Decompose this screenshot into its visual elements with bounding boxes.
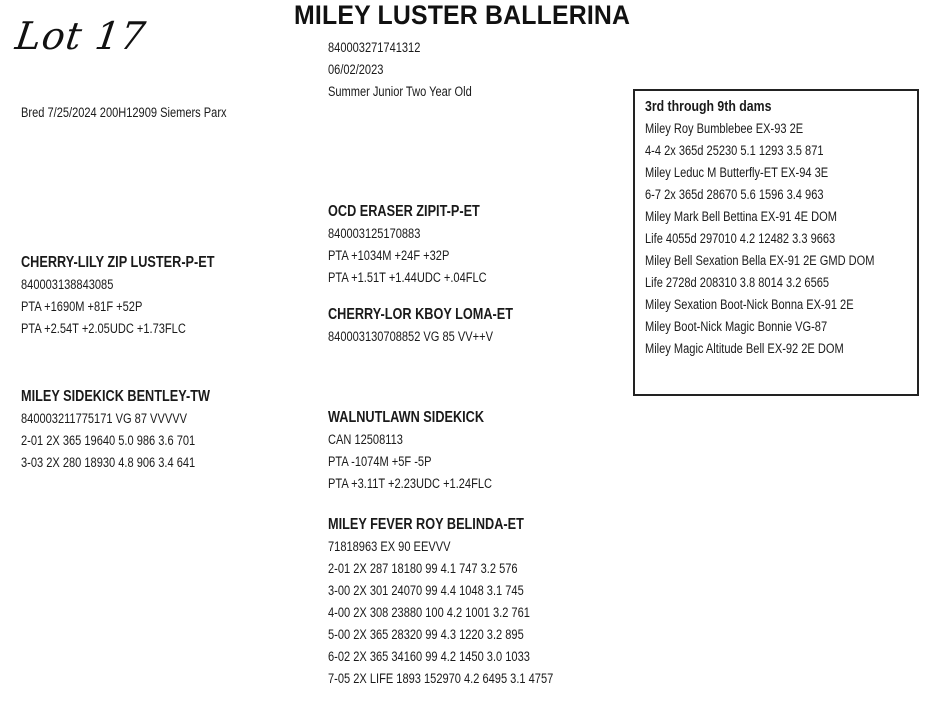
sire-dam-line: 840003130708852 VG 85 VV++V (328, 329, 493, 344)
dams-box-line: 4-4 2x 365d 25230 5.1 1293 3.5 871 (645, 143, 824, 158)
dams-box-heading: 3rd through 9th dams (645, 98, 772, 115)
dams-box-line: Miley Boot-Nick Magic Bonnie VG-87 (645, 319, 828, 334)
dam-sire-block (328, 407, 528, 495)
dams-box-line: Miley Magic Altitude Bell EX-92 2E DOM (645, 341, 844, 356)
dam-sire-name: WALNUTLAWN SIDEKICK (328, 409, 485, 426)
registration-number: 840003271741312 (328, 40, 421, 55)
dam-sire-line: CAN 12508113 (328, 432, 403, 447)
dam-line: 3-03 2X 280 18930 4.8 906 3.4 641 (21, 455, 196, 470)
sire-dam-name: CHERRY-LOR KBOY LOMA-ET (328, 306, 514, 323)
dam-dam-name: MILEY FEVER ROY BELINDA-ET (328, 516, 524, 533)
dam-dam-line: 71818963 EX 90 EEVVV (328, 539, 451, 554)
dams-box-line: Miley Roy Bumblebee EX-93 2E (645, 121, 804, 136)
dams-box-line: 6-7 2x 365d 28670 5.6 1596 3.4 963 (645, 187, 824, 202)
bred-line: Bred 7/25/2024 200H12909 Siemers Parx (21, 105, 227, 120)
sire-line: PTA +1690M +81F +52P (21, 299, 143, 314)
dam-dam-line: 4-00 2X 308 23880 100 4.2 1001 3.2 761 (328, 605, 530, 620)
dam-name: MILEY SIDEKICK BENTLEY-TW (21, 388, 211, 405)
dam-dam-line: 7-05 2X LIFE 1893 152970 4.2 6495 3.1 4757 (328, 671, 554, 686)
class-label: Summer Junior Two Year Old (328, 84, 472, 99)
sire-dam-block (328, 304, 554, 348)
animal-info (328, 37, 503, 103)
sire-name: CHERRY-LILY ZIP LUSTER-P-ET (21, 254, 215, 271)
dams-box-line: Miley Mark Bell Bettina EX-91 4E DOM (645, 209, 837, 224)
dam-sire-line: PTA +3.11T +2.23UDC +1.24FLC (328, 476, 492, 491)
sire-sire-line: PTA +1.51T +1.44UDC +.04FLC (328, 270, 487, 285)
dam-dam-block (328, 514, 603, 690)
dams-box-line: Miley Bell Sexation Bella EX-91 2E GMD DOM (645, 253, 875, 268)
dam-line: 840003211775171 VG 87 VVVVV (21, 411, 187, 426)
sire-sire-line: 840003125170883 (328, 226, 421, 241)
dams-box-line: Life 2728d 208310 3.8 8014 3.2 6565 (645, 275, 830, 290)
dams-box-line: Miley Leduc M Butterfly-ET EX-94 3E (645, 165, 829, 180)
dam-dam-line: 2-01 2X 287 18180 99 4.1 747 3.2 576 (328, 561, 518, 576)
dam-line: 2-01 2X 365 19640 5.0 986 3.6 701 (21, 433, 196, 448)
dam-dam-line: 5-00 2X 365 28320 99 4.3 1220 3.2 895 (328, 627, 524, 642)
lot-number: Lot 17 (12, 14, 149, 58)
dam-dam-line: 6-02 2X 365 34160 99 4.2 1450 3.0 1033 (328, 649, 530, 664)
dam-block (21, 386, 252, 474)
sire-line: 840003138843085 (21, 277, 114, 292)
page-title: MILEY LUSTER BALLERINA (294, 0, 631, 30)
sire-sire-block (328, 201, 521, 289)
birth-date: 06/02/2023 (328, 62, 384, 77)
bred-info (21, 102, 272, 124)
dams-box-line: Life 4055d 297010 4.2 12482 3.3 9663 (645, 231, 836, 246)
sire-sire-name: OCD ERASER ZIPIT-P-ET (328, 203, 480, 220)
dams-box (633, 89, 919, 396)
sire-block (21, 252, 257, 340)
sire-sire-line: PTA +1034M +24F +32P (328, 248, 450, 263)
dam-dam-line: 3-00 2X 301 24070 99 4.4 1048 3.1 745 (328, 583, 524, 598)
sire-line: PTA +2.54T +2.05UDC +1.73FLC (21, 321, 186, 336)
dams-box-line: Miley Sexation Boot-Nick Bonna EX-91 2E (645, 297, 854, 312)
dam-sire-line: PTA -1074M +5F -5P (328, 454, 432, 469)
